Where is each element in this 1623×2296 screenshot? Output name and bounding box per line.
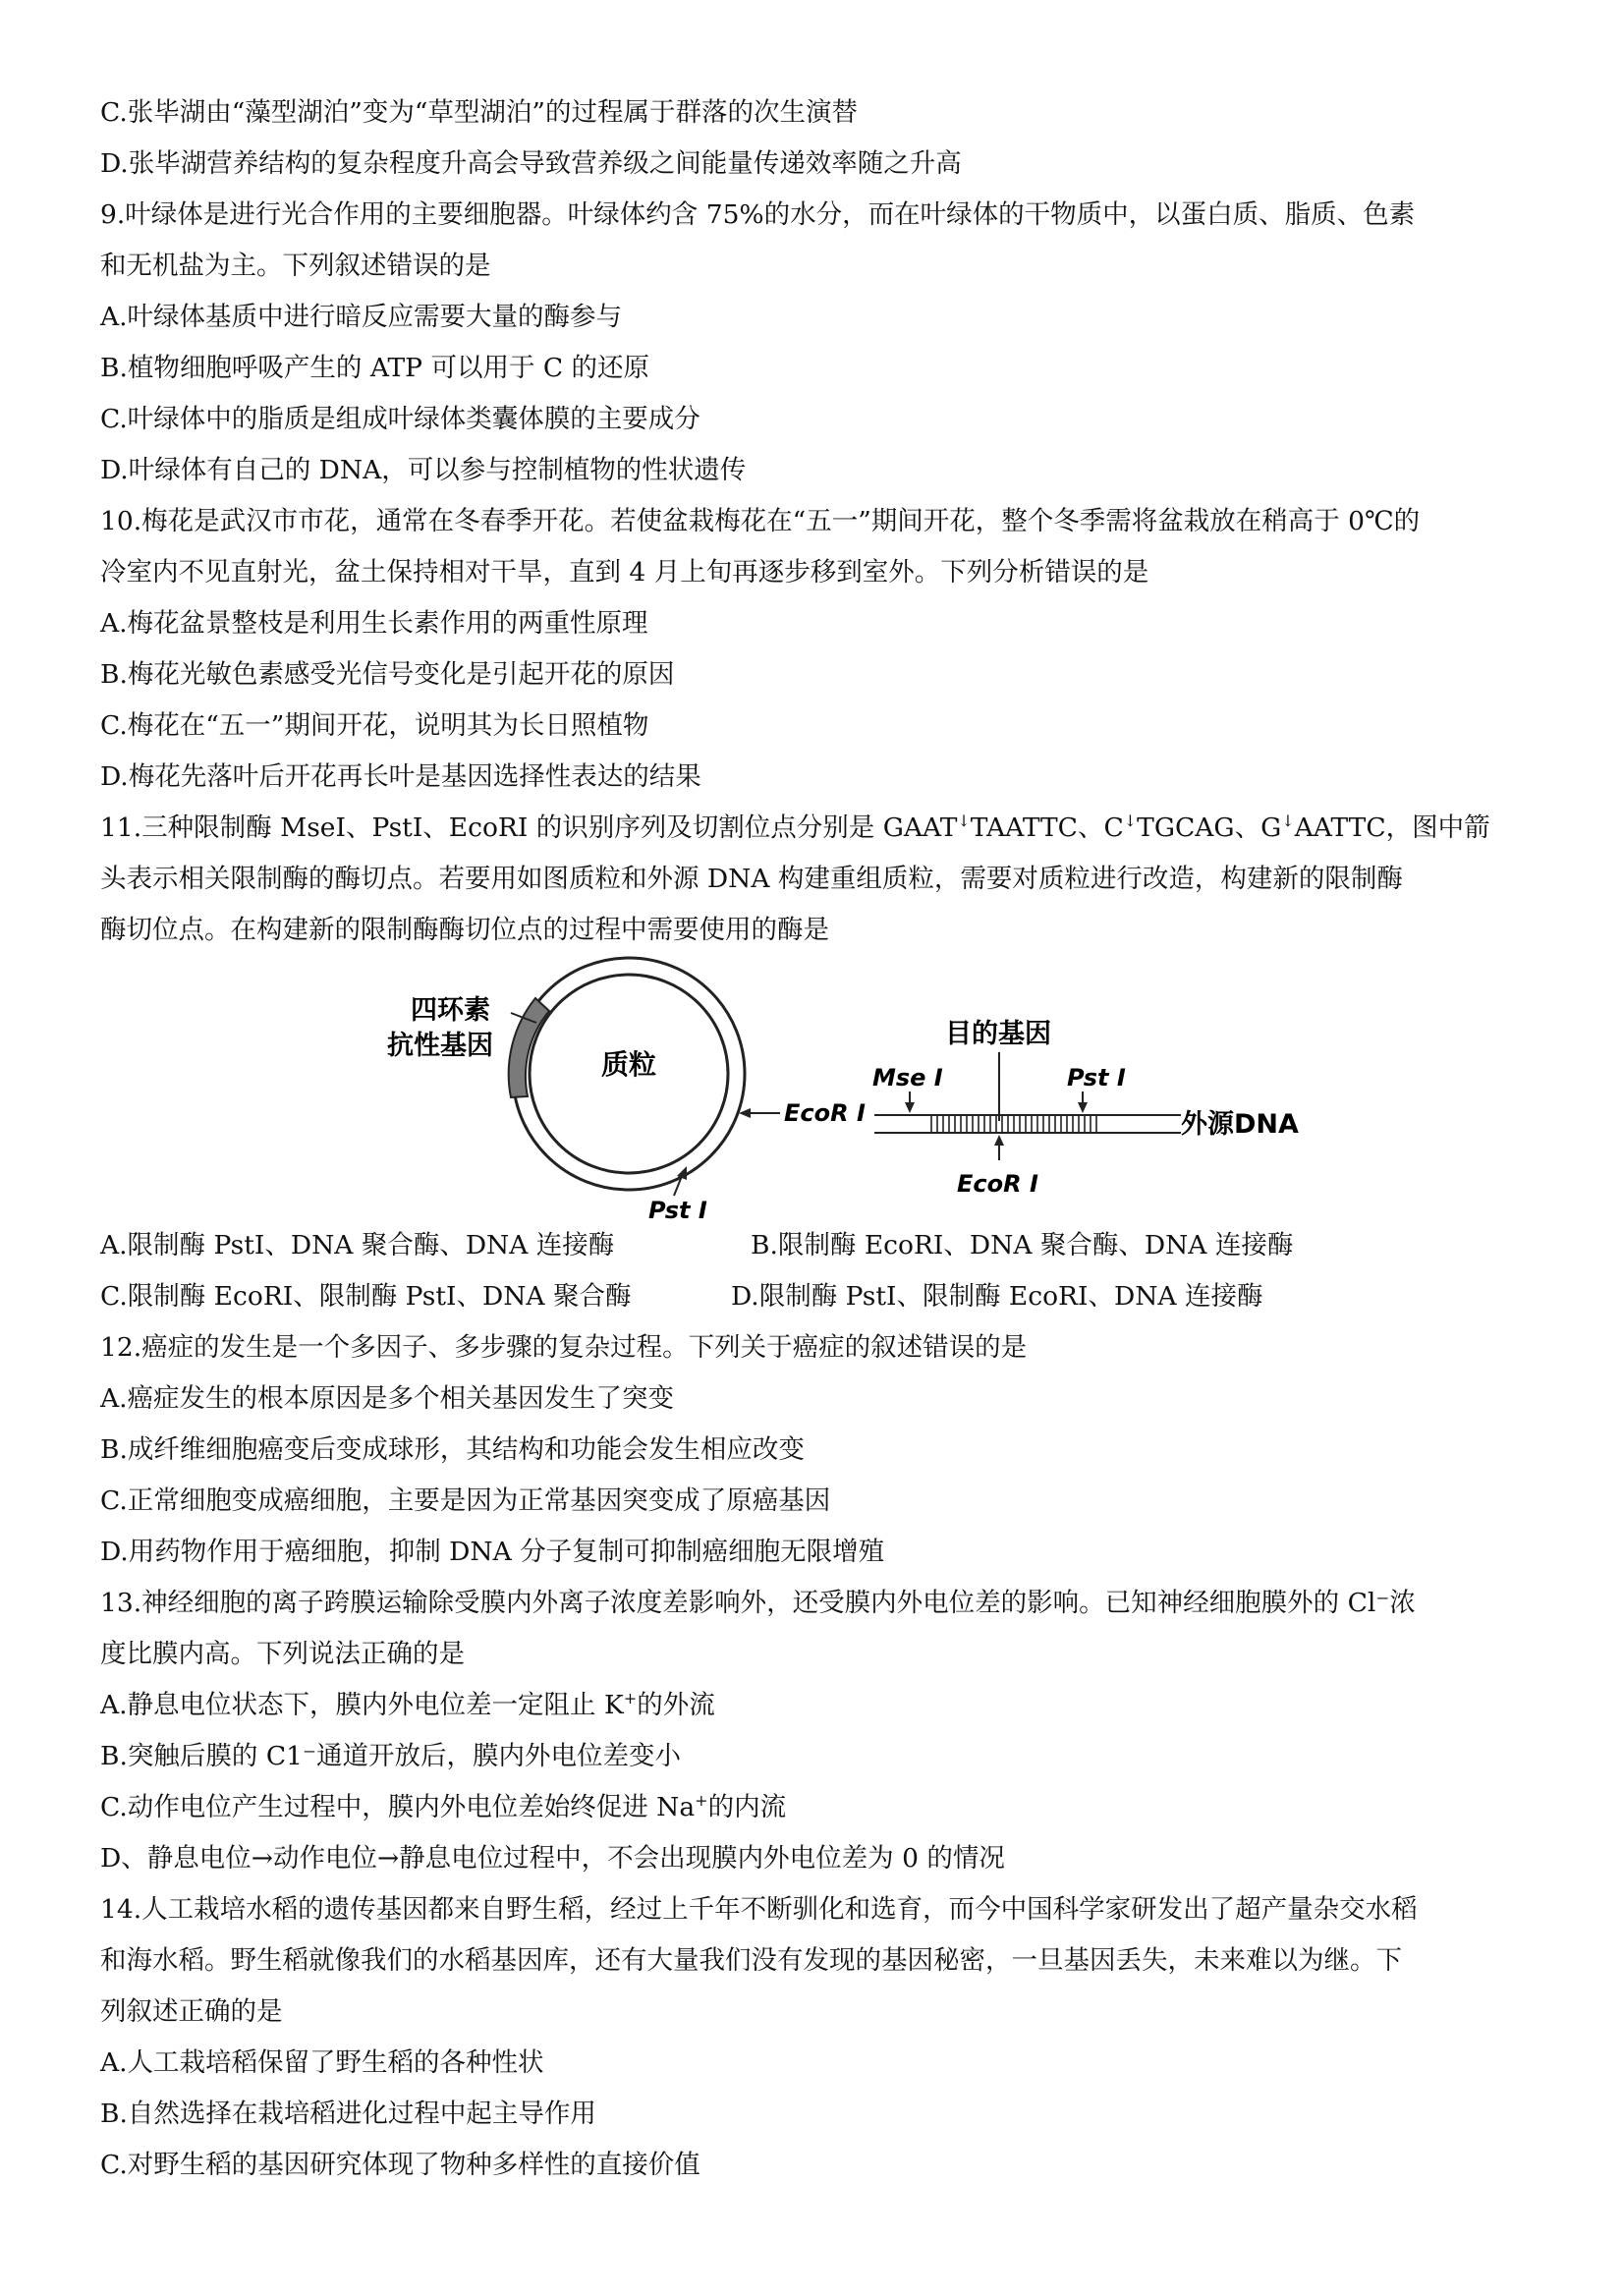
- question-10-stem: 10.梅花是武汉市市花，通常在冬春季开花。若使盆栽梅花在“五一”期间开花，整个冬季需将盆栽放在稍高于 0℃的: [100, 506, 1421, 536]
- option-line: B.梅花光敏色素感受光信号变化是引起开花的原因: [100, 659, 675, 690]
- cut-site-mark: ↓: [1281, 812, 1295, 831]
- option-c: C.限制酶 EcoRI、限制酶 PstI、DNA 聚合酶: [100, 1281, 632, 1312]
- option-line: C.正常细胞变成癌细胞，主要是因为正常基因突变成了原癌基因: [100, 1485, 831, 1516]
- option-line: A.梅花盆景整枝是利用生长素作用的两重性原理: [100, 608, 648, 639]
- plasmid-diagram: [373, 968, 1299, 1224]
- option-line: B.成纤维细胞癌变后变成球形，其结构和功能会发生相应改变: [100, 1434, 805, 1465]
- foreign-dna-label: 外源DNA: [1181, 1109, 1299, 1140]
- option-line: D、静息电位→动作电位→静息电位过程中，不会出现膜内外电位差为 0 的情况: [100, 1843, 1005, 1874]
- foreign-dna-strand: [874, 1115, 1181, 1133]
- mse-dna-label: Mse Ⅰ: [872, 1064, 943, 1092]
- option-line: B.自然选择在栽培稻进化过程中起主导作用: [100, 2099, 596, 2129]
- text-line: 度比膜内高。下列说法正确的是: [100, 1639, 465, 1669]
- text-line: 列叙述正确的是: [100, 1996, 283, 2027]
- text-line: 和无机盐为主。下列叙述错误的是: [100, 251, 491, 281]
- option-line: B.植物细胞呼吸产生的 ATP 可以用于 C 的还原: [100, 353, 650, 383]
- mse-dna-arrow: [905, 1092, 915, 1113]
- text-line: D.张毕湖营养结构的复杂程度升高会导致营养级之间能量传递效率随之升高: [100, 148, 962, 179]
- plasmid-label: 质粒: [601, 1048, 657, 1081]
- option-line: D.梅花先落叶后开花再长叶是基因选择性表达的结果: [100, 761, 701, 792]
- option-d: D.限制酶 PstI、限制酶 EcoRI、DNA 连接酶: [731, 1281, 1263, 1312]
- text-line: 头表示相关限制酶的酶切点。若要用如图质粒和外源 DNA 构建重组质粒，需要对质粒进行改造，构建新的限制酶: [100, 864, 1403, 894]
- ecori-dna-label: EcoR Ⅰ: [957, 1170, 1038, 1198]
- ecori-plasmid-label: EcoR Ⅰ: [784, 1099, 866, 1127]
- text-line: 冷室内不见直射光，盆土保持相对干旱，直到 4 月上旬再逐步移到室外。下列分析错误的是: [100, 557, 1149, 588]
- cut-site-mark: ↓: [1123, 812, 1138, 831]
- option-line: D.用药物作用于癌细胞，抑制 DNA 分子复制可抑制癌细胞无限增殖: [100, 1537, 885, 1567]
- option-line: D.叶绿体有自己的 DNA，可以参与控制植物的性状遗传: [100, 455, 747, 485]
- option-line: A.人工栽培稻保留了野生稻的各种性状: [100, 2047, 544, 2078]
- cut-site-mark: ↓: [957, 812, 971, 831]
- option-line: A.癌症发生的根本原因是多个相关基因发生了突变: [100, 1383, 675, 1414]
- option-line: A.叶绿体基质中进行暗反应需要大量的酶参与: [100, 302, 623, 332]
- target-gene-label: 目的基因: [945, 1019, 1051, 1049]
- question-11-stem: 11.三种限制酶 MseI、PstI、EcoRI 的识别序列及切割位点分别是 GAAT↓TAATTC、C↓TGCAG、G↓AATTC，图中箭: [100, 812, 1490, 843]
- option-line: C.梅花在“五一”期间开花，说明其为长日照植物: [100, 710, 649, 741]
- question-12-stem: 12.癌症的发生是一个多因子、多步骤的复杂过程。下列关于癌症的叙述错误的是: [100, 1332, 1028, 1363]
- option-line: C.对野生稻的基因研究体现了物种多样性的直接价值: [100, 2150, 700, 2180]
- ecori-dna-arrow: [994, 1135, 1004, 1160]
- option-line: C.动作电位产生过程中，膜内外电位差始终促进 Na+的内流: [100, 1791, 787, 1822]
- pst-dna-arrow: [1078, 1092, 1088, 1113]
- ecori-plasmid-arrow: [739, 1108, 780, 1118]
- pst-dna-label: Pst Ⅰ: [1067, 1064, 1126, 1092]
- pst-plasmid-label: Pst Ⅰ: [648, 1197, 707, 1224]
- option-line: C.叶绿体中的脂质是组成叶绿体类囊体膜的主要成分: [100, 404, 700, 434]
- resistance-label: 四环素: [411, 995, 490, 1026]
- option-line: B.突触后膜的 C1⁻通道开放后，膜内外电位差变小: [100, 1741, 681, 1771]
- question-14-stem: 14.人工栽培水稻的遗传基因都来自野生稻，经过上千年不断驯化和选育，而今中国科学家研发出了超产量杂交水稻: [100, 1894, 1418, 1925]
- text-line: C.张毕湖由“藻型湖泊”变为“草型湖泊”的过程属于群落的次生演替: [100, 97, 858, 128]
- option-a: A.限制酶 PstI、DNA 聚合酶、DNA 连接酶: [100, 1230, 615, 1260]
- resistance-label: 抗性基因: [387, 1031, 493, 1061]
- text-line: 酶切位点。在构建新的限制酶酶切位点的过程中需要使用的酶是: [100, 915, 829, 945]
- text-line: 和海水稻。野生稻就像我们的水稻基因库，还有大量我们没有发现的基因秘密，一旦基因丢失，未来难以为继。下: [100, 1945, 1402, 1976]
- question-13-stem: 13.神经细胞的离子跨膜运输除受膜内外离子浓度差影响外，还受膜内外电位差的影响。已知神经细胞膜外的 Cl⁻浓: [100, 1588, 1416, 1618]
- option-line: A.静息电位状态下，膜内外电位差一定阻止 K+的外流: [100, 1689, 715, 1720]
- option-b: B.限制酶 EcoRI、DNA 聚合酶、DNA 连接酶: [751, 1230, 1294, 1260]
- question-9-stem: 9.叶绿体是进行光合作用的主要细胞器。叶绿体约含 75%的水分，而在叶绿体的干物质中，以蛋白质、脂质、色素: [100, 199, 1416, 230]
